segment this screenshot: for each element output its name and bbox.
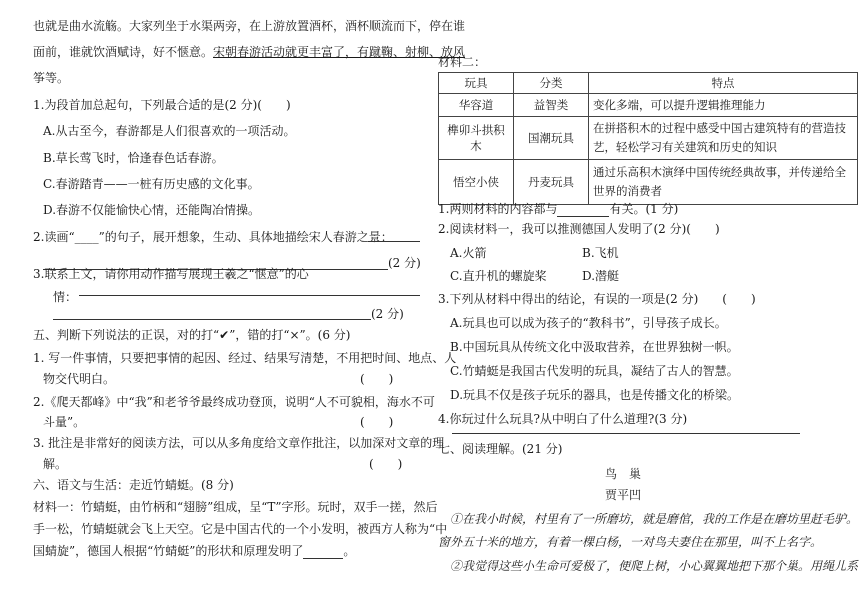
material1-line-1: 材料一：竹蜻蜓，由竹柄和“翅膀”组成，呈“T”字形。玩时，双手一搓，然后 [33,500,438,514]
r-q3-option-b[interactable]: B.中国玩具从传统文化中汲取营养，在世界独树一帜。 [450,340,739,354]
table-cell-feature-line: 通过乐高积木演绎中国传统经典故事，并传递给全 [593,165,846,179]
r-q3-option-d[interactable]: D.玩具不仅是孩子玩乐的器具，也是传播文化的桥梁。 [450,388,740,402]
sec5-item-1-line-1: 1. 写一件事情，只要把事情的起因、经过、结果写清楚，不用把时间、地点、人 [33,351,457,365]
r-q1-blank[interactable] [557,204,609,217]
table-cell-category: 丹麦玩具 [514,160,589,205]
sec7-title: 七、阅读理解。(21 分) [438,442,563,456]
table-cell-toy: 悟空小侠 [439,160,514,205]
sec5-item-3-answer[interactable]: ( ) [369,457,403,471]
r-q4-stem: 4.你玩过什么玩具?从中明白了什么道理?(3 分) [438,412,688,426]
table-cell-feature-line: 在拼搭积木的过程中感受中国古建筑特有的营造技 [593,121,846,135]
q1-option-d[interactable]: D.春游不仅能愉快心情，还能陶冶情操。 [43,203,261,217]
r-q3-option-a[interactable]: A.玩具也可以成为孩子的“教科书”，引导孩子成长。 [450,316,727,330]
table-row [439,94,858,117]
table-header-row [439,73,858,94]
article-author: 贾平凹 [604,488,641,502]
table-cell-category: 益智类 [514,94,589,117]
q3-stem: 3.联系上文，请你用动作描写展现王羲之“惬意”的心 [33,267,309,281]
q3-prefix: 情： [53,290,78,304]
material1-line-3 [33,543,355,559]
table-cell-feature-line: 世界的消费者 [593,184,662,198]
sec5-item-3-line-1: 3. 批注是非常好的阅读方法，可以从多角度给文章作批注，以加深对文章的理 [33,436,445,450]
material1-blank[interactable] [303,546,343,559]
q3-score: (2 分) [371,307,404,321]
r-q1 [438,201,678,217]
article-paragraph-1: ①在我小时候，村里有了一所磨坊，就是磨倌，我的工作是在磨坊里赶毛驴。 [450,512,859,526]
material1-line-3-end: 。 [343,544,356,558]
sec5-item-1-line-2: 物交代明白。 [43,372,116,386]
table-cell-feature-line: 变化多端，可以提升逻辑推理能力 [593,98,766,112]
r-q2-option-b[interactable]: B.飞机 [582,246,619,260]
table-header-category: 分类 [514,73,589,94]
table-row [439,117,858,160]
r-q2-option-c[interactable]: C.直升机的螺旋桨 [450,269,547,283]
table-cell-feature-line: 艺，轻松学习有关建筑和历史的知识 [593,140,777,154]
sec5-item-3-line-2: 解。 [43,457,68,471]
q2-stem: 2.读画“____”的句子，展开想象，生动、具体地描绘宋人春游之景： [33,230,393,244]
sec5-item-1-answer[interactable]: ( ) [360,372,394,386]
r-q3-stem: 3.下列从材料中得出的结论，有误的一项是(2 分) ( ) [438,292,756,306]
q3-answer-line-1[interactable] [79,295,420,296]
passage-line-2-text: 面前，谁就饮酒赋诗，好不惬意。 [33,45,214,59]
passage-line-3: 筝等。 [33,71,70,85]
sec5-item-2-line-2: 斗量”。 [43,415,86,429]
q2-answer-line-1[interactable] [368,241,420,242]
q1-option-a[interactable]: A.从古至今，春游都是人们很喜欢的一项活动。 [43,124,296,138]
table-cell-feature [589,117,858,160]
table-cell-feature [589,94,858,117]
r-q2-option-d[interactable]: D.潜艇 [582,269,620,283]
r-q4-answer-line[interactable] [452,433,800,434]
q3-answer-line-2[interactable] [53,319,371,320]
passage-line-1: 也就是曲水流觞。大家列坐于水渠两旁，在上游放置酒杯，酒杯顺流而下，停在谁 [33,19,466,33]
r-q1-stem-a: 1.两则材料的内容都与 [438,202,558,216]
table-row [439,160,858,205]
table-cell-toy: 华容道 [439,94,514,117]
table-header-toy: 玩具 [439,73,514,94]
q2-score: (2 分) [388,256,421,270]
table-header-feature: 特点 [589,73,858,94]
material2-label: 材料二： [438,55,487,69]
table-cell-category: 国潮玩具 [514,117,589,160]
r-q3-option-c[interactable]: C.竹蜻蜓是我国古代发明的玩具，凝结了古人的智慧。 [450,364,739,378]
r-q2-option-a[interactable]: A.火箭 [450,246,487,260]
material1-line-3-text: 国蜻旋”，德国人根据“竹蜻蜓”的形状和原理发明了 [33,544,304,558]
sec5-title: 五、判断下列说法的正误，对的打“✔”，错的打“×”。(6 分) [33,328,351,342]
sec6-title: 六、语文与生活：走近竹蜻蜓。(8 分) [33,478,234,492]
article-paragraph-2: ②我觉得这些小生命可爱极了，便爬上树，小心翼翼地把下那个巢。用绳儿系 [450,559,859,573]
q1-option-c[interactable]: C.春游踏青——一桩有历史感的文化事。 [43,177,260,191]
sec5-item-2-line-1: 2.《爬天都峰》中“我”和老爷爷最终成功登顶，说明“人不可貌相，海水不可 [33,395,435,409]
q1-stem: 1.为段首加总起句，下列最合适的是(2 分)( ) [33,98,291,112]
table-cell-toy: 榫卯斗拱积木 [439,117,514,160]
article-title: 鸟 巢 [604,467,641,481]
r-q2-stem: 2.阅读材料一，我可以推测德国人发明了(2 分)( ) [438,222,720,236]
toy-table [438,72,858,205]
material1-line-2: 手一松，竹蜻蜓就会飞上天空。它是中国古代的一个小发明，被西方人称为“中 [33,522,448,536]
underlined-sentence: 宋朝春游活动就更丰富了，有蹴鞠、射柳、放风 [213,45,466,59]
article-paragraph-1-cont: 窗外五十米的地方，有着一棵白杨，一对鸟夫妻住在那里，叫不上名字。 [438,535,823,549]
sec5-item-2-answer[interactable]: ( ) [360,415,394,429]
table-cell-feature [589,160,858,205]
q1-option-b[interactable]: B.草长莺飞时，恰逢春色话春游。 [43,151,224,165]
r-q1-stem-b: 有关。(1 分) [609,202,679,216]
passage-line-2 [33,44,465,60]
